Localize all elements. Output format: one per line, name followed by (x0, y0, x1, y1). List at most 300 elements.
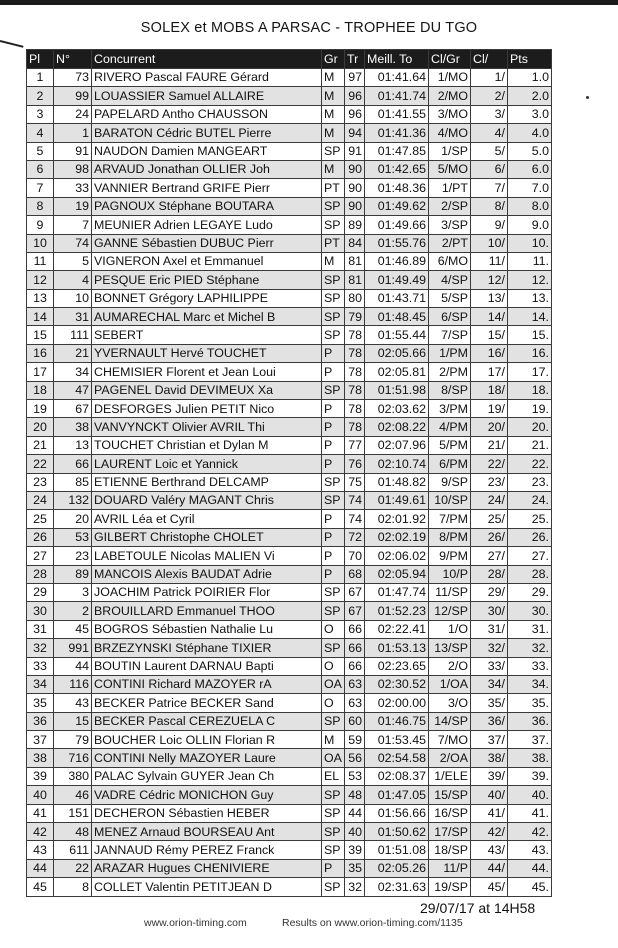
cell-laps: 78 (345, 418, 365, 436)
cell-class-group: 4/MO (429, 124, 471, 142)
cell-number: 22 (54, 859, 92, 877)
cell-group: SP (322, 381, 345, 399)
col-header-best-lap: Meill. To (365, 50, 429, 69)
cell-concurrent: TOUCHET Christian et Dylan M (92, 436, 322, 454)
cell-place: 43 (27, 841, 54, 859)
cell-laps: 78 (345, 363, 365, 381)
cell-best-lap: 02:10.74 (365, 455, 429, 473)
footer-site-link[interactable]: www.orion-timing.com (144, 917, 247, 929)
cell-place: 3 (27, 105, 54, 123)
table-row (27, 381, 552, 399)
cell-concurrent: COLLET Valentin PETITJEAN D (92, 878, 322, 896)
cell-number: 33 (54, 179, 92, 197)
cell-place: 36 (27, 712, 54, 730)
col-header-number: N° (54, 50, 92, 69)
cell-points: 20. (508, 418, 552, 436)
cell-group: M (322, 105, 345, 123)
cell-place: 29 (27, 583, 54, 601)
cell-concurrent: DOUARD Valéry MAGANT Chris (92, 491, 322, 509)
cell-place: 31 (27, 620, 54, 638)
table-row (27, 160, 552, 178)
cell-class: 16/ (471, 344, 508, 362)
cell-concurrent: VADRE Cédric MONICHON Guy (92, 786, 322, 804)
cell-points: 28. (508, 565, 552, 583)
cell-best-lap: 02:06.02 (365, 547, 429, 565)
cell-place: 27 (27, 547, 54, 565)
cell-number: 13 (54, 436, 92, 454)
table-row (27, 528, 552, 546)
cell-class: 21/ (471, 436, 508, 454)
table-row (27, 400, 552, 418)
cell-class-group: 6/MO (429, 252, 471, 270)
cell-best-lap: 01:52.23 (365, 602, 429, 620)
cell-class-group: 3/MO (429, 105, 471, 123)
cell-place: 7 (27, 179, 54, 197)
cell-points: 6.0 (508, 160, 552, 178)
cell-concurrent: CONTINI Richard MAZOYER rA (92, 675, 322, 693)
col-header-pts: Pts (508, 50, 552, 69)
table-row (27, 565, 552, 583)
footer-results-link[interactable]: Results on www.orion-timing.com/1135 (282, 917, 463, 929)
cell-group: OA (322, 675, 345, 693)
cell-laps: 66 (345, 657, 365, 675)
cell-class-group: 7/PM (429, 510, 471, 528)
cell-class: 17/ (471, 363, 508, 381)
cell-best-lap: 02:22.41 (365, 620, 429, 638)
cell-concurrent: AUMARECHAL Marc et Michel B (92, 308, 322, 326)
cell-laps: 90 (345, 179, 365, 197)
cell-number: 19 (54, 197, 92, 215)
cell-number: 21 (54, 344, 92, 362)
cell-group: P (322, 418, 345, 436)
cell-place: 21 (27, 436, 54, 454)
cell-place: 10 (27, 234, 54, 252)
cell-group: M (322, 124, 345, 142)
cell-class-group: 19/SP (429, 878, 471, 896)
cell-best-lap: 01:50.62 (365, 823, 429, 841)
cell-concurrent: PESQUE Eric PIED Stéphane (92, 271, 322, 289)
cell-best-lap: 02:00.00 (365, 694, 429, 712)
table-row (27, 473, 552, 491)
cell-group: SP (322, 289, 345, 307)
table-row (27, 289, 552, 307)
cell-class: 31/ (471, 620, 508, 638)
cell-class: 41/ (471, 804, 508, 822)
cell-class-group: 8/PM (429, 528, 471, 546)
cell-class: 9/ (471, 216, 508, 234)
cell-class: 38/ (471, 749, 508, 767)
cell-place: 12 (27, 271, 54, 289)
cell-number: 48 (54, 823, 92, 841)
cell-best-lap: 01:51.08 (365, 841, 429, 859)
cell-class-group: 10/P (429, 565, 471, 583)
cell-laps: 94 (345, 124, 365, 142)
top-edge-bar (0, 0, 618, 5)
cell-points: 39. (508, 767, 552, 785)
cell-class-group: 1/ELE (429, 767, 471, 785)
cell-number: 46 (54, 786, 92, 804)
cell-laps: 78 (345, 381, 365, 399)
cell-class-group: 3/SP (429, 216, 471, 234)
table-row (27, 583, 552, 601)
cell-concurrent: BECKER Patrice BECKER Sand (92, 694, 322, 712)
cell-laps: 78 (345, 326, 365, 344)
cell-class: 6/ (471, 160, 508, 178)
cell-class: 1/ (471, 69, 508, 87)
cell-points: 33. (508, 657, 552, 675)
cell-best-lap: 01:41.64 (365, 69, 429, 87)
cell-concurrent: AVRIL Léa et Cyril (92, 510, 322, 528)
cell-class-group: 5/SP (429, 289, 471, 307)
cell-class: 32/ (471, 639, 508, 657)
results-table (26, 49, 552, 897)
cell-laps: 78 (345, 400, 365, 418)
cell-best-lap: 01:46.89 (365, 252, 429, 270)
table-row (27, 602, 552, 620)
cell-laps: 74 (345, 510, 365, 528)
table-row (27, 767, 552, 785)
cell-best-lap: 01:49.66 (365, 216, 429, 234)
cell-group: SP (322, 326, 345, 344)
cell-points: 16. (508, 344, 552, 362)
cell-place: 8 (27, 197, 54, 215)
cell-group: P (322, 363, 345, 381)
cell-group: SP (322, 712, 345, 730)
cell-class: 43/ (471, 841, 508, 859)
cell-number: 74 (54, 234, 92, 252)
cell-best-lap: 02:01.92 (365, 510, 429, 528)
page-title: SOLEX et MOBS A PARSAC - TROPHEE DU TGO (140, 20, 478, 36)
cell-class-group: 1/SP (429, 142, 471, 160)
table-row (27, 694, 552, 712)
cell-group: SP (322, 583, 345, 601)
cell-concurrent: BOGROS Sébastien Nathalie Lu (92, 620, 322, 638)
cell-laps: 90 (345, 160, 365, 178)
cell-class-group: 7/SP (429, 326, 471, 344)
cell-number: 73 (54, 69, 92, 87)
cell-points: 18. (508, 381, 552, 399)
cell-number: 34 (54, 363, 92, 381)
cell-class: 35/ (471, 694, 508, 712)
cell-number: 8 (54, 878, 92, 896)
cell-group: O (322, 657, 345, 675)
cell-group: P (322, 436, 345, 454)
table-row (27, 308, 552, 326)
cell-group: SP (322, 216, 345, 234)
table-row (27, 363, 552, 381)
cell-place: 39 (27, 767, 54, 785)
cell-laps: 97 (345, 69, 365, 87)
col-header-tr: Tr (345, 50, 365, 69)
cell-class: 26/ (471, 528, 508, 546)
cell-class: 28/ (471, 565, 508, 583)
cell-concurrent: MANCOIS Alexis BAUDAT Adrie (92, 565, 322, 583)
cell-place: 16 (27, 344, 54, 362)
cell-number: 38 (54, 418, 92, 436)
cell-class: 14/ (471, 308, 508, 326)
cell-concurrent: BONNET Grégory LAPHILIPPE (92, 289, 322, 307)
table-row (27, 216, 552, 234)
cell-class: 13/ (471, 289, 508, 307)
cell-laps: 56 (345, 749, 365, 767)
cell-number: 716 (54, 749, 92, 767)
cell-place: 20 (27, 418, 54, 436)
cell-laps: 78 (345, 344, 365, 362)
cell-number: 116 (54, 675, 92, 693)
cell-number: 2 (54, 602, 92, 620)
cell-place: 34 (27, 675, 54, 693)
cell-laps: 89 (345, 216, 365, 234)
cell-laps: 72 (345, 528, 365, 546)
cell-best-lap: 01:48.82 (365, 473, 429, 491)
cell-laps: 67 (345, 583, 365, 601)
cell-points: 3.0 (508, 105, 552, 123)
cell-laps: 44 (345, 804, 365, 822)
cell-number: 15 (54, 712, 92, 730)
cell-points: 17. (508, 363, 552, 381)
cell-class: 15/ (471, 326, 508, 344)
cell-laps: 67 (345, 602, 365, 620)
cell-concurrent: MEUNIER Adrien LEGAYE Ludo (92, 216, 322, 234)
cell-class-group: 2/O (429, 657, 471, 675)
cell-place: 2 (27, 87, 54, 105)
cell-class: 30/ (471, 602, 508, 620)
cell-group: PT (322, 234, 345, 252)
cell-class: 29/ (471, 583, 508, 601)
cell-best-lap: 02:03.62 (365, 400, 429, 418)
cell-number: 1 (54, 124, 92, 142)
table-row (27, 87, 552, 105)
cell-class-group: 4/PM (429, 418, 471, 436)
cell-points: 9.0 (508, 216, 552, 234)
cell-number: 5 (54, 252, 92, 270)
cell-class-group: 14/SP (429, 712, 471, 730)
cell-class-group: 5/PM (429, 436, 471, 454)
table-row (27, 271, 552, 289)
cell-concurrent: BRZEZYNSKI Stéphane TIXIER (92, 639, 322, 657)
cell-group: SP (322, 841, 345, 859)
table-row (27, 841, 552, 859)
cell-best-lap: 02:02.19 (365, 528, 429, 546)
cell-best-lap: 02:54.58 (365, 749, 429, 767)
cell-concurrent: JOACHIM Patrick POIRIER Flor (92, 583, 322, 601)
cell-points: 10. (508, 234, 552, 252)
cell-laps: 96 (345, 87, 365, 105)
cell-group: P (322, 547, 345, 565)
cell-concurrent: BROUILLARD Emmanuel THOO (92, 602, 322, 620)
cell-place: 44 (27, 859, 54, 877)
cell-class-group: 10/SP (429, 491, 471, 509)
cell-class-group: 8/SP (429, 381, 471, 399)
cell-class: 19/ (471, 400, 508, 418)
cell-number: 611 (54, 841, 92, 859)
cell-number: 151 (54, 804, 92, 822)
table-row (27, 675, 552, 693)
footer-date: 29/07/17 at 14H58 (420, 900, 536, 916)
cell-number: 4 (54, 271, 92, 289)
cell-number: 20 (54, 510, 92, 528)
cell-group: P (322, 455, 345, 473)
cell-class-group: 4/SP (429, 271, 471, 289)
cell-best-lap: 01:47.85 (365, 142, 429, 160)
cell-concurrent: CONTINI Nelly MAZOYER Laure (92, 749, 322, 767)
cell-concurrent: BOUCHER Loic OLLIN Florian R (92, 731, 322, 749)
table-row (27, 418, 552, 436)
cell-best-lap: 01:41.36 (365, 124, 429, 142)
cell-best-lap: 02:07.96 (365, 436, 429, 454)
cell-place: 23 (27, 473, 54, 491)
cell-place: 15 (27, 326, 54, 344)
cell-laps: 63 (345, 675, 365, 693)
cell-points: 44. (508, 859, 552, 877)
cell-group: SP (322, 142, 345, 160)
cell-place: 24 (27, 491, 54, 509)
cell-class: 22/ (471, 455, 508, 473)
cell-concurrent: DESFORGES Julien PETIT Nico (92, 400, 322, 418)
cell-laps: 35 (345, 859, 365, 877)
table-row (27, 657, 552, 675)
cell-best-lap: 01:47.74 (365, 583, 429, 601)
cell-place: 32 (27, 639, 54, 657)
col-header-concurrent: Concurrent (92, 50, 322, 69)
cell-group: M (322, 87, 345, 105)
cell-class-group: 7/MO (429, 731, 471, 749)
cell-class-group: 9/PM (429, 547, 471, 565)
cell-number: 79 (54, 731, 92, 749)
cell-number: 44 (54, 657, 92, 675)
table-row (27, 179, 552, 197)
cell-group: SP (322, 823, 345, 841)
cell-group: SP (322, 804, 345, 822)
cell-concurrent: VANVYNCKT Olivier AVRIL Thi (92, 418, 322, 436)
cell-group: OA (322, 749, 345, 767)
cell-place: 9 (27, 216, 54, 234)
cell-place: 30 (27, 602, 54, 620)
cell-class: 40/ (471, 786, 508, 804)
cell-class: 24/ (471, 491, 508, 509)
cell-group: EL (322, 767, 345, 785)
table-row (27, 105, 552, 123)
cell-concurrent: LAURENT Loic et Yannick (92, 455, 322, 473)
cell-class-group: 2/MO (429, 87, 471, 105)
cell-class-group: 16/SP (429, 804, 471, 822)
cell-concurrent: GILBERT Christophe CHOLET (92, 528, 322, 546)
table-row (27, 142, 552, 160)
cell-group: P (322, 565, 345, 583)
cell-laps: 40 (345, 823, 365, 841)
table-header-row (27, 50, 552, 69)
cell-points: 2.0 (508, 87, 552, 105)
cell-best-lap: 01:48.36 (365, 179, 429, 197)
cell-concurrent: GANNE Sébastien DUBUC Pierr (92, 234, 322, 252)
col-header-cl: Cl/ (471, 50, 508, 69)
cell-class-group: 11/SP (429, 583, 471, 601)
cell-points: 38. (508, 749, 552, 767)
cell-number: 67 (54, 400, 92, 418)
cell-class: 20/ (471, 418, 508, 436)
col-header-cl-gr: Cl/Gr (429, 50, 471, 69)
cell-group: P (322, 528, 345, 546)
cell-concurrent: SEBERT (92, 326, 322, 344)
table-row (27, 234, 552, 252)
cell-laps: 79 (345, 308, 365, 326)
scan-dot (586, 96, 589, 99)
cell-class-group: 1/PT (429, 179, 471, 197)
cell-place: 18 (27, 381, 54, 399)
cell-class: 45/ (471, 878, 508, 896)
cell-concurrent: BOUTIN Laurent DARNAU Bapti (92, 657, 322, 675)
cell-class: 42/ (471, 823, 508, 841)
cell-group: SP (322, 786, 345, 804)
cell-best-lap: 02:05.81 (365, 363, 429, 381)
cell-group: SP (322, 491, 345, 509)
cell-place: 19 (27, 400, 54, 418)
cell-class: 25/ (471, 510, 508, 528)
cell-points: 25. (508, 510, 552, 528)
cell-points: 19. (508, 400, 552, 418)
cell-concurrent: LABETOULE Nicolas MALIEN Vi (92, 547, 322, 565)
cell-best-lap: 01:41.74 (365, 87, 429, 105)
cell-class-group: 2/OA (429, 749, 471, 767)
cell-number: 31 (54, 308, 92, 326)
cell-class: 11/ (471, 252, 508, 270)
table-row (27, 69, 552, 87)
cell-best-lap: 01:48.45 (365, 308, 429, 326)
cell-best-lap: 02:05.66 (365, 344, 429, 362)
cell-group: SP (322, 639, 345, 657)
cell-best-lap: 01:46.75 (365, 712, 429, 730)
cell-points: 43. (508, 841, 552, 859)
cell-best-lap: 02:08.22 (365, 418, 429, 436)
cell-place: 17 (27, 363, 54, 381)
cell-laps: 68 (345, 565, 365, 583)
cell-points: 7.0 (508, 179, 552, 197)
cell-laps: 75 (345, 473, 365, 491)
cell-best-lap: 01:47.05 (365, 786, 429, 804)
cell-points: 5.0 (508, 142, 552, 160)
table-row (27, 491, 552, 509)
cell-best-lap: 01:49.61 (365, 491, 429, 509)
cell-class-group: 1/OA (429, 675, 471, 693)
cell-number: 99 (54, 87, 92, 105)
cell-group: M (322, 160, 345, 178)
cell-concurrent: ARVAUD Jonathan OLLIER Joh (92, 160, 322, 178)
table-row (27, 878, 552, 896)
table-row (27, 804, 552, 822)
cell-concurrent: JANNAUD Rémy PEREZ Franck (92, 841, 322, 859)
cell-place: 14 (27, 308, 54, 326)
cell-class-group: 2/SP (429, 197, 471, 215)
cell-place: 41 (27, 804, 54, 822)
table-row (27, 344, 552, 362)
cell-place: 5 (27, 142, 54, 160)
cell-points: 42. (508, 823, 552, 841)
cell-class-group: 1/O (429, 620, 471, 638)
cell-place: 45 (27, 878, 54, 896)
cell-points: 8.0 (508, 197, 552, 215)
cell-class-group: 2/PT (429, 234, 471, 252)
scan-mark (0, 40, 24, 48)
cell-points: 23. (508, 473, 552, 491)
table-row (27, 620, 552, 638)
cell-best-lap: 01:42.65 (365, 160, 429, 178)
cell-number: 47 (54, 381, 92, 399)
cell-best-lap: 01:55.44 (365, 326, 429, 344)
results-body (27, 69, 552, 897)
cell-group: SP (322, 308, 345, 326)
cell-concurrent: MENEZ Arnaud BOURSEAU Ant (92, 823, 322, 841)
cell-class: 39/ (471, 767, 508, 785)
